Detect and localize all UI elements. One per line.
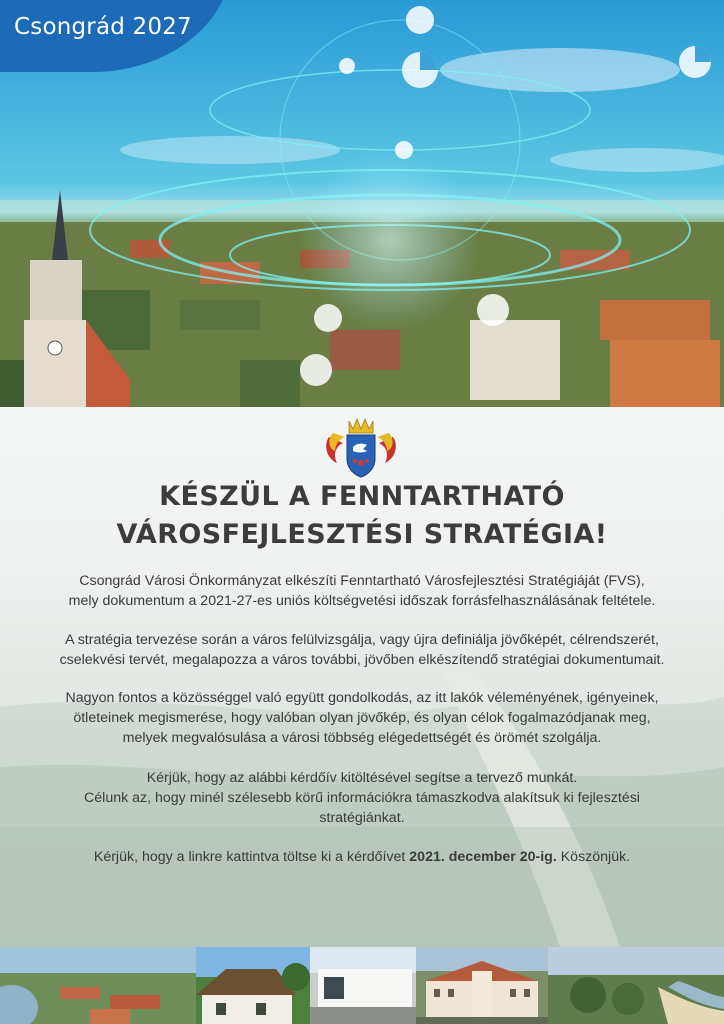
photo-white-building bbox=[310, 947, 416, 1024]
coat-of-arms-icon bbox=[323, 415, 399, 479]
paragraph-strategy bbox=[22, 630, 702, 670]
title-line-2: VÁROSFEJLESZTÉSI STRATÉGIA! bbox=[116, 519, 608, 550]
photo-town-hall bbox=[416, 947, 548, 1024]
paragraph-line: A stratégia tervezése során a város felülvizsgálja, vagy újra definiálja jövőképét, célrendszerét, bbox=[65, 632, 659, 648]
paragraph-line: ötleteinek megismerése, hogy valóban olyan jövőkép, és olyan célok fogalmazódjanak meg, bbox=[73, 710, 651, 726]
paragraph-request bbox=[22, 768, 702, 828]
photo-river-beach bbox=[548, 947, 724, 1024]
paragraph-line: Csongrád Városi Önkormányzat elkészíti Fenntartható Városfejlesztési Stratégiáját (FVS), bbox=[79, 573, 645, 589]
paragraph-deadline bbox=[22, 847, 702, 867]
title-line-1: KÉSZÜL A FENNTARTHATÓ bbox=[159, 481, 565, 512]
thanks-text: Köszönjük. bbox=[556, 849, 631, 865]
badge-label: Csongrád 2027 bbox=[14, 14, 192, 40]
paragraph-line: melyek megvalósulása a városi többség elégedettségét és örömét szolgálja. bbox=[122, 730, 602, 746]
paragraph-line: cselekvési tervét, megalapozza a város további, jövőben elkészítendő stratégiai dokumentumait. bbox=[59, 652, 665, 668]
deadline-date: 2021. december 20-ig. bbox=[409, 849, 557, 865]
photo-strip bbox=[0, 947, 724, 1024]
page-title bbox=[0, 478, 724, 554]
paragraph-line: mely dokumentum a 2021-27-es uniós költségvetési időszak forrásfelhasználásának feltétele. bbox=[68, 593, 656, 609]
paragraph-line: Célunk az, hogy minél szélesebb körű információkra támaszkodva alakítsuk ki fejlesztési bbox=[84, 790, 640, 806]
paragraph-intro bbox=[22, 571, 702, 611]
photo-thatched-house bbox=[196, 947, 310, 1024]
paragraph-community bbox=[22, 688, 702, 748]
paragraph-line: Nagyon fontos a közösséggel való együtt gondolkodás, az itt lakók véleményének, igényeinek, bbox=[65, 690, 659, 706]
hero-image bbox=[0, 0, 724, 407]
paragraph-line: stratégiánkat. bbox=[319, 810, 405, 826]
paragraph-line: Kérjük, hogy az alábbi kérdőív kitöltésével segítse a tervező munkát. bbox=[146, 770, 578, 786]
deadline-text: Kérjük, hogy a linkre kattintva töltse ki a kérdőívet bbox=[93, 849, 410, 865]
photo-river-aerial bbox=[0, 947, 196, 1024]
